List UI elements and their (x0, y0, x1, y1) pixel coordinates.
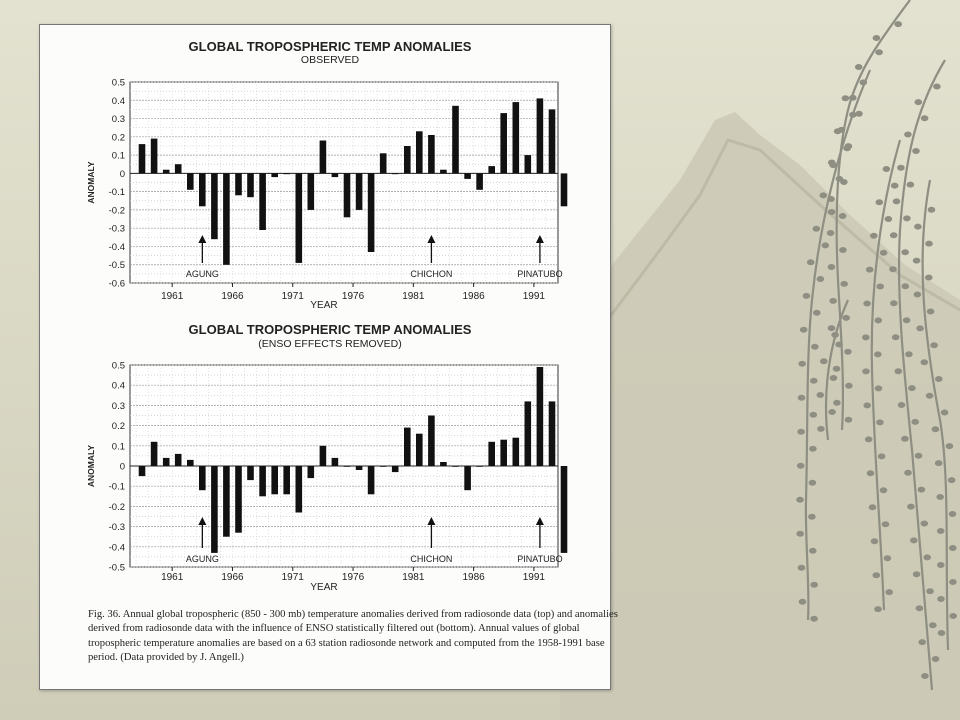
y-axis-label: ANOMALY (86, 161, 96, 204)
willow-bud (948, 477, 956, 483)
willow-bud (921, 115, 929, 121)
anomaly-bar (211, 466, 218, 553)
willow-bud (876, 284, 884, 290)
willow-bud (863, 402, 871, 408)
x-tick-label: 1961 (161, 291, 184, 302)
willow-bud (897, 165, 905, 171)
willow-bud (813, 226, 821, 232)
anomaly-bar (163, 458, 170, 466)
anomaly-bar (235, 173, 242, 195)
y-tick-label: 0.5 (111, 360, 125, 372)
willow-bud (862, 334, 870, 340)
willow-bud (862, 368, 870, 374)
willow-bud (811, 344, 819, 350)
willow-bud (949, 511, 957, 517)
volcano-label: AGUNG (185, 554, 219, 564)
willow-bud (923, 554, 931, 560)
anomaly-bar (271, 466, 278, 494)
chart-subtitle: OBSERVED (300, 54, 360, 66)
willow-bud (932, 426, 940, 432)
willow-bud (855, 111, 863, 117)
willow-bud (932, 656, 940, 662)
willow-bud (883, 166, 891, 172)
anomaly-bar (259, 466, 266, 496)
x-tick-label: 1991 (522, 291, 546, 302)
willow-bud (829, 298, 837, 304)
willow-bud (882, 521, 890, 527)
willow-bud (926, 588, 934, 594)
y-tick-label: -0.4 (108, 542, 125, 554)
willow-bud (838, 127, 846, 133)
willow-bud (840, 281, 848, 287)
willow-bud (915, 99, 923, 105)
willow-bud (809, 446, 817, 452)
willow-bud (820, 358, 828, 364)
figure-caption: Fig. 36. Annual global tropospheric (850 - 300 mb) temperature anomalies derived from radiosonde data (top) and anomalies derived from radiosonde data with the influence of ENSO statistically filtered out (bottom). Annual values of global tropospheric temperature anomalies are based on a 63 station radiosonde network and computed from the 1958-1991 base period. (Data provided by J. Angell.) (88, 609, 618, 664)
willow-bud (875, 385, 883, 391)
anomaly-bar (561, 173, 568, 206)
willow-bud (914, 224, 922, 230)
willow-bud (871, 538, 879, 544)
y-tick-label: 0.2 (111, 132, 125, 144)
anomaly-bar (380, 153, 387, 173)
volcano-label: CHICHON (410, 554, 453, 564)
willow-bud (809, 548, 817, 554)
willow-bud (798, 395, 806, 401)
willow-bud (874, 351, 882, 357)
anomaly-bar (537, 367, 544, 466)
volcano-label: PINATUBO (517, 269, 563, 279)
anomaly-bar (199, 173, 206, 206)
willow-bud (845, 383, 853, 389)
willow-bud (878, 453, 886, 459)
anomaly-bar (464, 466, 471, 490)
willow-bud (797, 429, 805, 435)
anomaly-bar (259, 173, 266, 230)
willow-bud (808, 514, 816, 520)
anomaly-bar (500, 440, 507, 466)
x-tick-label: 1986 (462, 291, 485, 302)
anomaly-bar (332, 458, 339, 466)
anomaly-bar (464, 173, 471, 179)
willow-bud (925, 275, 933, 281)
y-tick-label: 0.4 (111, 95, 125, 107)
y-tick-label: 0 (119, 168, 125, 180)
willow-bud (913, 571, 921, 577)
willow-bud (927, 309, 935, 315)
anomaly-bar (211, 173, 218, 239)
anomaly-bar (151, 442, 158, 466)
willow-bud (908, 385, 916, 391)
willow-bud (798, 565, 806, 571)
anomaly-bar (139, 466, 146, 476)
anomaly-bar (525, 401, 532, 466)
anomaly-bar (440, 462, 447, 466)
anomaly-bar (187, 173, 194, 189)
anomaly-bar (440, 170, 447, 174)
anomaly-bar (452, 106, 459, 174)
anomaly-bar (500, 113, 507, 173)
willow-bud (833, 400, 841, 406)
willow-bud (911, 419, 919, 425)
willow-bud (800, 327, 808, 333)
anomaly-bar (416, 434, 423, 466)
willow-bud (865, 436, 873, 442)
anomaly-bar (223, 173, 230, 264)
willow-bud (921, 521, 929, 527)
anomaly-bar (151, 139, 158, 174)
anomaly-bar (356, 173, 363, 210)
willow-bud (938, 630, 946, 636)
anomaly-bar (476, 466, 483, 467)
y-tick-label: -0.6 (108, 278, 125, 290)
anomaly-bar (247, 173, 254, 197)
willow-bud (907, 182, 915, 188)
willow-bud (907, 504, 915, 510)
anomaly-bar (513, 102, 520, 173)
willow-bud (803, 293, 811, 299)
willow-bud (817, 276, 825, 282)
y-tick-label: 0.4 (111, 380, 125, 392)
willow-bud (949, 545, 957, 551)
willow-bud (926, 393, 934, 399)
willow-bud (891, 183, 899, 189)
anomaly-bar (513, 438, 520, 466)
willow-bud (810, 412, 818, 418)
anomaly-bar (525, 155, 532, 173)
willow-bud (797, 463, 805, 469)
willow-bud (885, 216, 893, 222)
anomaly-bar (380, 466, 387, 467)
y-tick-label: 0.5 (111, 77, 125, 89)
anomaly-bar (404, 428, 411, 466)
y-tick-label: -0.2 (108, 205, 125, 217)
anomaly-bar (344, 173, 351, 217)
anomaly-bar (404, 146, 411, 173)
willow-bud (828, 409, 836, 415)
willow-bud (892, 334, 900, 340)
willow-bud (949, 613, 957, 619)
willow-bud (828, 209, 836, 215)
willow-bud (855, 64, 863, 70)
willow-bud (910, 537, 918, 543)
willow-bud (836, 176, 844, 182)
willow-bud (949, 579, 957, 585)
willow-bud (921, 673, 929, 679)
willow-bud (822, 242, 830, 248)
anomaly-bar (271, 173, 278, 177)
willow-bud (810, 378, 818, 384)
willow-bud (870, 233, 878, 239)
anomaly-bar (488, 166, 495, 173)
willow-bud (845, 143, 853, 149)
willow-bud (898, 402, 906, 408)
willow-bud (831, 332, 839, 338)
willow-bud (849, 95, 857, 101)
willow-bud (925, 241, 933, 247)
willow-bud (807, 259, 815, 265)
y-tick-label: -0.1 (108, 481, 125, 493)
anomaly-bar (223, 466, 230, 537)
anomaly-bar (283, 173, 290, 174)
x-tick-label: 1976 (341, 291, 365, 302)
x-axis-label: YEAR (310, 300, 338, 311)
willow-bud (903, 317, 911, 323)
anomaly-bar (537, 98, 544, 173)
willow-bud (869, 504, 877, 510)
y-tick-label: 0.1 (111, 150, 125, 162)
willow-bud (876, 199, 884, 205)
willow-bud (921, 359, 929, 365)
anomaly-bar (235, 466, 242, 533)
willow-bud (827, 196, 835, 202)
anomaly-bar (308, 466, 315, 478)
willow-bud (828, 325, 836, 331)
x-tick-label: 1986 (462, 572, 485, 583)
anomaly-bar (392, 173, 399, 174)
y-tick-label: 0 (119, 461, 125, 473)
willow-bud (874, 606, 882, 612)
anomaly-bar (452, 466, 459, 467)
anomaly-bar (175, 454, 182, 466)
willow-bud (873, 35, 881, 41)
willow-bud (912, 148, 920, 154)
y-tick-label: -0.3 (108, 223, 125, 235)
willow-bud (889, 266, 897, 272)
willow-bud (839, 247, 847, 253)
willow-bud (830, 375, 838, 381)
willow-bud (933, 84, 941, 90)
anomaly-bar (549, 401, 556, 466)
chart-subtitle: (ENSO EFFECTS REMOVED) (258, 338, 402, 350)
willow-bud (835, 342, 843, 348)
willow-bud (796, 497, 804, 503)
willow-bud (904, 132, 912, 138)
x-tick-label: 1961 (161, 572, 184, 583)
willow-bud (798, 361, 806, 367)
willow-bud (936, 494, 944, 500)
willow-bud (875, 49, 883, 55)
willow-bud (937, 562, 945, 568)
willow-bud (827, 230, 835, 236)
anomaly-bar (163, 170, 170, 174)
y-tick-label: -0.3 (108, 522, 125, 534)
willow-bud (828, 264, 836, 270)
willow-bud (867, 470, 875, 476)
willow-bud (914, 292, 922, 298)
y-tick-label: 0.3 (111, 114, 125, 126)
anomaly-bar (416, 131, 423, 173)
anomaly-bar (283, 466, 290, 494)
y-tick-label: -0.2 (108, 501, 125, 513)
willow-bud (895, 368, 903, 374)
willow-bud (833, 366, 841, 372)
anomaly-bar (561, 466, 568, 553)
charts-svg (40, 25, 610, 689)
willow-bud (916, 605, 924, 611)
willow-bud (810, 616, 818, 622)
anomaly-bar (175, 164, 182, 173)
willow-bud (842, 95, 850, 101)
willow-bud (937, 528, 945, 534)
willow-bud (937, 596, 945, 602)
willow-bud (845, 417, 853, 423)
willow-bud (946, 443, 954, 449)
willow-bud (880, 250, 888, 256)
anomaly-bar (428, 416, 435, 467)
willow-bud (918, 487, 926, 493)
anomaly-bar (320, 141, 327, 174)
willow-bud (866, 267, 874, 273)
willow-bud (796, 531, 804, 537)
willow-bud (844, 349, 852, 355)
volcano-label: AGUNG (185, 269, 219, 279)
willow-bud (799, 599, 807, 605)
willow-bud (863, 301, 871, 307)
anomaly-bar (247, 466, 254, 480)
willow-bud (935, 376, 943, 382)
willow-bud (902, 283, 910, 289)
volcano-label: PINATUBO (517, 554, 563, 564)
willow-bud (875, 317, 883, 323)
willow-bud (884, 555, 892, 561)
anomaly-bar (296, 173, 303, 263)
anomaly-bar (187, 460, 194, 466)
willow-bud (860, 79, 868, 85)
chart-title: GLOBAL TROPOSPHERIC TEMP ANOMALIES (188, 39, 472, 54)
willow-bud (894, 21, 902, 27)
y-tick-label: -0.4 (108, 241, 125, 253)
anomaly-bar (428, 135, 435, 173)
willow-bud (916, 325, 924, 331)
x-tick-label: 1981 (402, 291, 425, 302)
anomaly-bar (488, 442, 495, 466)
anomaly-bar (344, 466, 351, 467)
x-tick-label: 1966 (221, 291, 244, 302)
willow-bud (913, 258, 921, 264)
willow-bud (813, 310, 821, 316)
willow-bud (817, 426, 825, 432)
chart-title: GLOBAL TROPOSPHERIC TEMP ANOMALIES (188, 322, 472, 337)
anomaly-bar (368, 173, 375, 252)
anomaly-bar (368, 466, 375, 494)
y-tick-label: 0.2 (111, 421, 125, 433)
anomaly-bar (308, 173, 315, 210)
willow-bud (873, 572, 881, 578)
y-axis-label: ANOMALY (86, 444, 96, 488)
x-tick-label: 1971 (281, 291, 304, 302)
willow-bud (842, 315, 850, 321)
willow-bud (905, 351, 913, 357)
y-tick-label: -0.5 (108, 260, 125, 272)
x-tick-label: 1976 (341, 572, 365, 583)
willow-bud (809, 480, 817, 486)
x-tick-label: 1971 (281, 572, 304, 583)
willow-bud (817, 392, 825, 398)
willow-bud (901, 436, 909, 442)
anomaly-bar (139, 144, 146, 173)
x-tick-label: 1991 (522, 572, 546, 583)
anomaly-bar (199, 466, 206, 490)
anomaly-bar (320, 446, 327, 466)
figure-page (39, 24, 618, 690)
willow-bud (918, 639, 926, 645)
volcano-label: CHICHON (410, 269, 453, 279)
willow-bud (890, 300, 898, 306)
willow-bud (828, 160, 836, 166)
willow-bud (903, 215, 911, 221)
anomaly-bar (476, 173, 483, 189)
willow-bud (929, 622, 937, 628)
anomaly-bar (332, 173, 339, 177)
y-tick-label: 0.3 (111, 400, 125, 412)
x-tick-label: 1981 (402, 572, 425, 583)
anomaly-bar (392, 466, 399, 472)
willow-bud (941, 410, 949, 416)
willow-bud (893, 198, 901, 204)
anomaly-bar (549, 109, 556, 173)
willow-bud (930, 342, 938, 348)
willow-bud (904, 470, 912, 476)
x-axis-label: YEAR (310, 582, 338, 593)
willow-bud (885, 589, 893, 595)
anomaly-bar (296, 466, 303, 513)
anomaly-bar (356, 466, 363, 470)
x-tick-label: 1966 (221, 572, 244, 583)
y-tick-label: 0.1 (111, 441, 125, 453)
willow-bud (901, 249, 909, 255)
willow-bud (876, 419, 884, 425)
willow-bud (935, 460, 943, 466)
willow-bud (915, 453, 923, 459)
willow-bud (928, 207, 936, 213)
willow-bud (820, 192, 828, 198)
y-tick-label: -0.5 (108, 562, 125, 574)
willow-bud (839, 213, 847, 219)
willow-bud (880, 487, 888, 493)
willow-bud (890, 232, 898, 238)
y-tick-label: -0.1 (108, 187, 125, 199)
willow-bud (810, 582, 818, 588)
